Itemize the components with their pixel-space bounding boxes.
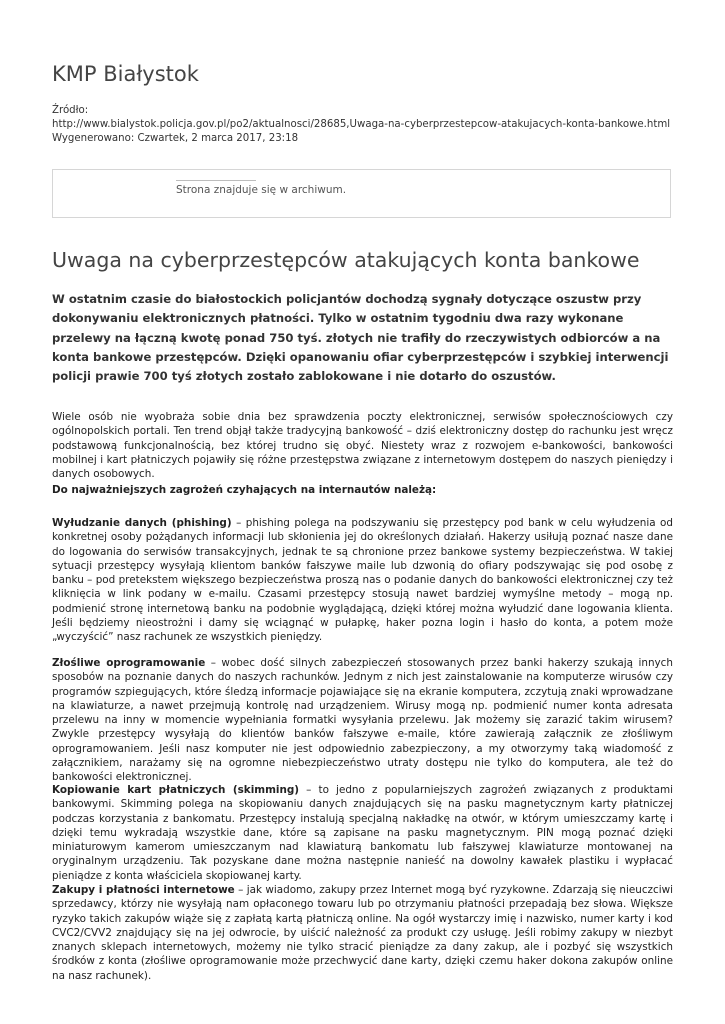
section-term: Zakupy i płatności internetowe	[52, 884, 235, 896]
section-skimming	[52, 783, 673, 883]
section-term: Wyłudzanie danych (phishing)	[52, 517, 232, 529]
generated-date: Wygenerowano: Czwartek, 2 marca 2017, 23:18	[52, 133, 299, 144]
archive-notice-box	[52, 169, 671, 218]
section-text: – jak wiadomo, zakupy przez Internet mogą być ryzykowne. Zdarzają się nieuczciwi sprzedawcy, którzy nie wysyłają nam opłaconego towaru lub po otrzymaniu płatności przepadają bez słowa. Większe ryzyko takich zakupów wiąże się z zapłatą kartą płatniczą online. Na ogół wystarczy imię i nazwisko, numer karty i kod CVC2/CVV2 znajdujący się na jej odwrocie, by uiścić należność za produkt czy usługę. Jeśli robimy zakupy w niezbyt znanych sklepach internetowych, możemy nie tylko stracić pieniądze za dany zakup, ale i pozbyć się wszystkich środków z konta (złośliwe oprogramowanie może przechwycić dane karty, dzięki czemu haker dokona zakupów online na nasz rachunek).	[52, 884, 673, 982]
section-text: – wobec dość silnych zabezpieczeń stosowanych przez banki hakerzy szukają innych sposobów na poznanie danych do naszych rachunków. Jednym z nich jest zainstalowanie na komputerze wirusów czy programów szpiegujących, które śledzą informacje pojawiające się na ekranie komputera, zczytują znaki wprowadzane na klawiaturze, a nawet przejmują kontrolę nad urządzeniem. Wirusy mogą np. podmienić numer konta adresata przelewu na inny w momencie wypełniania formatki wysyłania przelewu. Jak możemy się zarazić takim wirusem? Zwykle przestępcy wysyłają do klientów banków fałszywe e-maile, które zawierają załącznik ze złośliwym oprogramowaniem. Jeśli nasz komputer nie jest odpowiednio zabezpieczony, a my otworzymy taką wiadomość z załącznikiem, narażamy się na ogromne niebezpieczeństwo utraty dostępu nie tylko do komputera, ale też do bankowości elektronicznej.	[52, 657, 673, 784]
section-phishing	[52, 516, 673, 645]
archive-notice: Strona znajduje się w archiwum.	[176, 184, 347, 196]
source-metadata	[52, 104, 670, 146]
archive-divider	[176, 180, 256, 181]
section-term: Kopiowanie kart płatniczych (skimming)	[52, 784, 300, 796]
source-label: Źródło:	[52, 105, 89, 116]
article-intro: Wiele osób nie wyobraża sobie dnia bez sprawdzenia poczty elektronicznej, serwisów społecznościowych czy ogólnopolskich portali. Ten trend objął także tradycyjną bankowość – dziś elektroniczny dostęp do rachunku jest wręcz podstawową funkcjonalnością, bez której trudno się obyć. Niestety wraz z rozwojem e-bankowości, bankowości mobilnej i kart płatniczych pojawiły się różne przestępstwa związane z internetowym dostępem do naszych pieniędzy i danych osobowych.	[52, 411, 673, 481]
section-text: – to jedno z popularniejszych zagrożeń związanych z produktami bankowymi. Skimming polega na skopiowaniu danych znajdujących się na pasku magnetycznym karty płatniczej podczas korzystania z bankomatu. Przestępcy instalują specjalną nakładkę na otwór, w którym umieszczamy kartę i dzięki temu wykradają wszystkie dane, które są zapisane na pasku magnetycznym. PIN mogą poznać dzięki miniaturowym kamerom umieszczanym nad klawiaturą bankomatu lub fałszywej klawiaturze montowanej na oryginalnym urządzeniu. Tak pozyskane dane można następnie nanieść na dowolny kawałek plastiku i wypłacać pieniądze z konta właściciela skopiowanej karty.	[52, 784, 673, 882]
threats-heading: Do najważniejszych zagrożeń czyhających na internautów należą:	[52, 484, 437, 496]
article-lead: W ostatnim czasie do białostockich policjantów dochodzą sygnały dotyczące oszustw przy dokonywaniu elektronicznych płatności. Tylko w ostatnim tygodniu dwa razy wykonane przelewy na łączną kwotę ponad 750 tyś. złotych nie trafiły do rzeczywistych odbiorców a na konta bankowe przestępców. Dzięki opanowaniu ofiar cyberprzestępców i szybkiej interwencji policji prawie 700 tyś złotych zostało zablokowane i nie dotarło do oszustów.	[52, 292, 669, 384]
source-url[interactable]: http://www.bialystok.policja.gov.pl/po2/aktualnosci/28685,Uwaga-na-cyberprzestepcow-atakujacych-konta-bankowe.html	[52, 119, 671, 130]
section-online-shopping	[52, 883, 673, 983]
section-malware	[52, 656, 673, 785]
section-text: – phishing polega na podszywaniu się przestępcy pod bank w celu wyłudzenia od konkretnej osoby pożądanych informacji lub skłonienia jej do określonych działań. Hakerzy usiłują poznać nasze dane do logowania do serwisów transakcyjnych, jednak te są chronione przez bankowe systemy bezpieczeństwa. W takiej sytuacji przestępcy wysyłają klientom banków fałszywe maile lub dzwonią do ofiary podszywając się pod osobę z banku – pod pretekstem większego bezpieczeństwa proszą nas o podanie danych do bankowości elektronicznej czy też kliknięcia w link podany w e-mailu. Czasami przestępcy stosują nawet bardziej wymyślne metody – mogą np. podmienić stronę internetową banku na podobnie wyglądającą, dzięki której można wyłudzić dane logowania klienta. Jeśli będziemy nieostrożni i damy się wciągnąć w pułapkę, haker pozna login i hasło do konta, a potem może „wyczyścić” nasz rachunek ze wszystkich pieniędzy.	[52, 517, 673, 644]
section-term: Złośliwe oprogramowanie	[52, 657, 206, 669]
article-title: Uwaga na cyberprzestępców atakujących konta bankowe	[52, 248, 640, 272]
site-title: KMP Białystok	[52, 62, 199, 86]
